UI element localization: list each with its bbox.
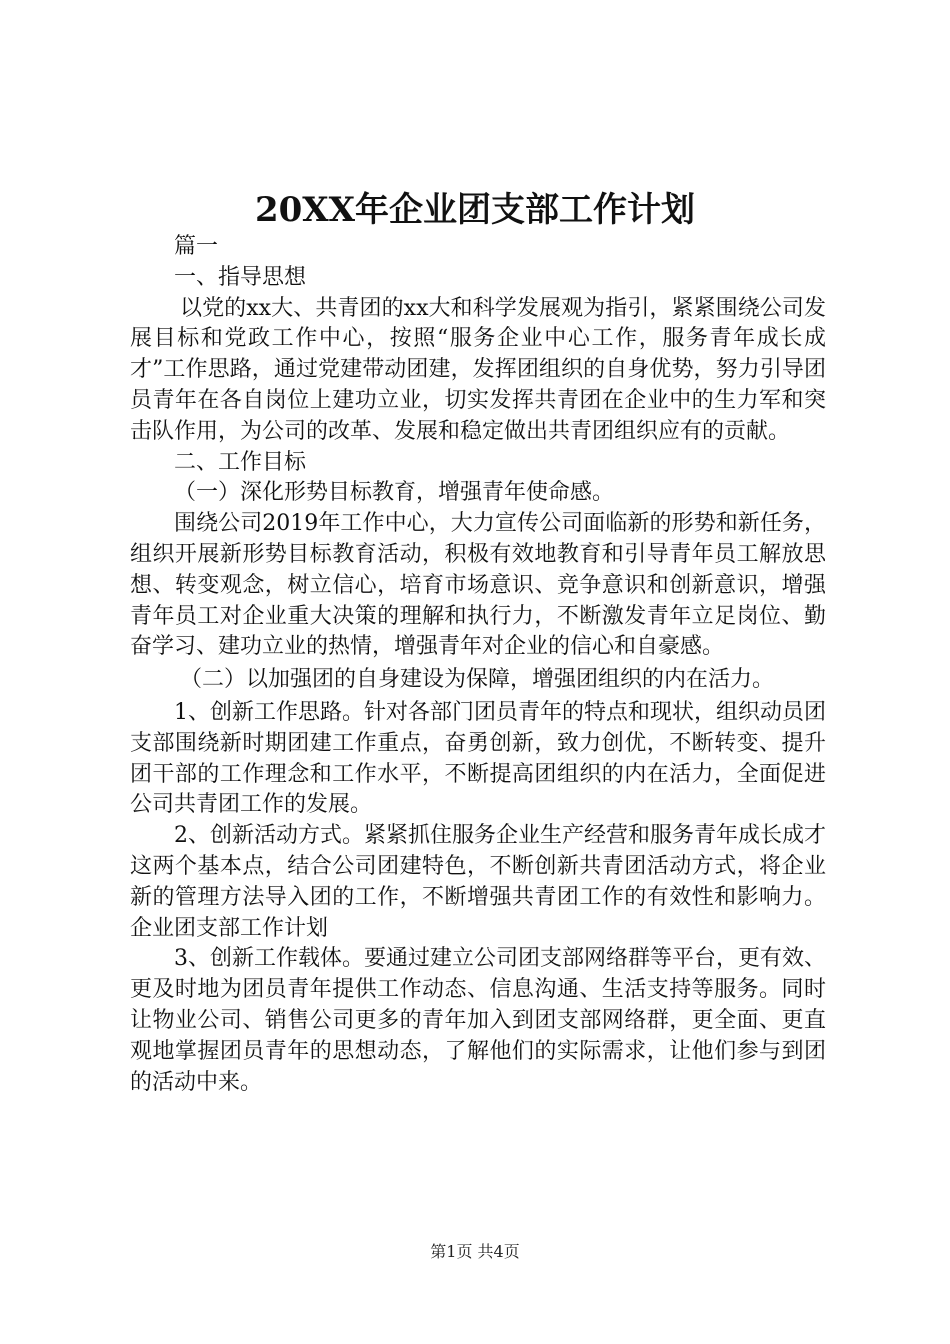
section-label: 篇一 bbox=[174, 234, 219, 259]
document-body bbox=[130, 232, 826, 1098]
paragraph-item-2: 2、创新活动方式。紧紧抓住服务企业生产经营和服务青年成长成才这两个基本点，结合公司团建特色，不断创新共青团活动方式，将企业新的管理方法导入团的工作，不断增强共青团工作的有效性和影响力。企业团支部工作计划 bbox=[130, 823, 826, 941]
paragraph-guiding-thought: 以党的xx大、共青团的xx大和科学发展观为指引，紧紧围绕公司发展目标和党政工作中心，按照“服务企业中心工作，服务青年成长成才”工作思路，通过党建带动团建，发挥团组织的自身优势，努力引导团员青年在各自岗位上建功立业，切实发挥共青团在企业中的生力军和突击队作用，为公司的改革、发展和稳定做出共青团组织应有的贡献。 bbox=[130, 295, 826, 444]
paragraph-goal-1: 围绕公司2019年工作中心，大力宣传公司面临新的形势和新任务，组织开展新形势目标教育活动，积极有效地教育和引导青年员工解放思想、转变观念，树立信心，培育市场意识、竞争意识和创新意识，增强青年员工对企业重大决策的理解和执行力，不断激发青年立足岗位、勤奋学习、建功立业的热情，增强青年对企业的信心和自豪感。 bbox=[130, 511, 826, 660]
paragraph-item-3: 3、创新工作载体。要通过建立公司团支部网络群等平台，更有效、更及时地为团员青年提供工作动态、信息沟通、生活支持等服务。同时让物业公司、销售公司更多的青年加入到团支部网络群，更全面、更直观地掌握团员青年的思想动态，了解他们的实际需求，让他们参与到团的活动中来。 bbox=[130, 946, 826, 1095]
heading-work-goals: 二、工作目标 bbox=[174, 449, 307, 475]
document-title: 20XX年企业团支部工作计划 bbox=[254, 190, 696, 230]
subheading-goal-1: （一）深化形势目标教育，增强青年使命感。 bbox=[174, 480, 615, 506]
paragraph-item-1: 1、创新工作思路。针对各部门团员青年的特点和现状，组织动员团支部围绕新时期团建工作重点，奋勇创新，致力创优，不断转变、提升团干部的工作理念和工作水平，不断提高团组织的内在活力，全面促进公司共青团工作的发展。 bbox=[130, 699, 826, 818]
subheading-goal-2: （二）以加强团的自身建设为保障，增强团组织的内在活力。 bbox=[180, 667, 775, 693]
page-footer: 第1页 共4页 bbox=[430, 1242, 520, 1261]
heading-guiding-thought: 一、指导思想 bbox=[174, 264, 307, 290]
